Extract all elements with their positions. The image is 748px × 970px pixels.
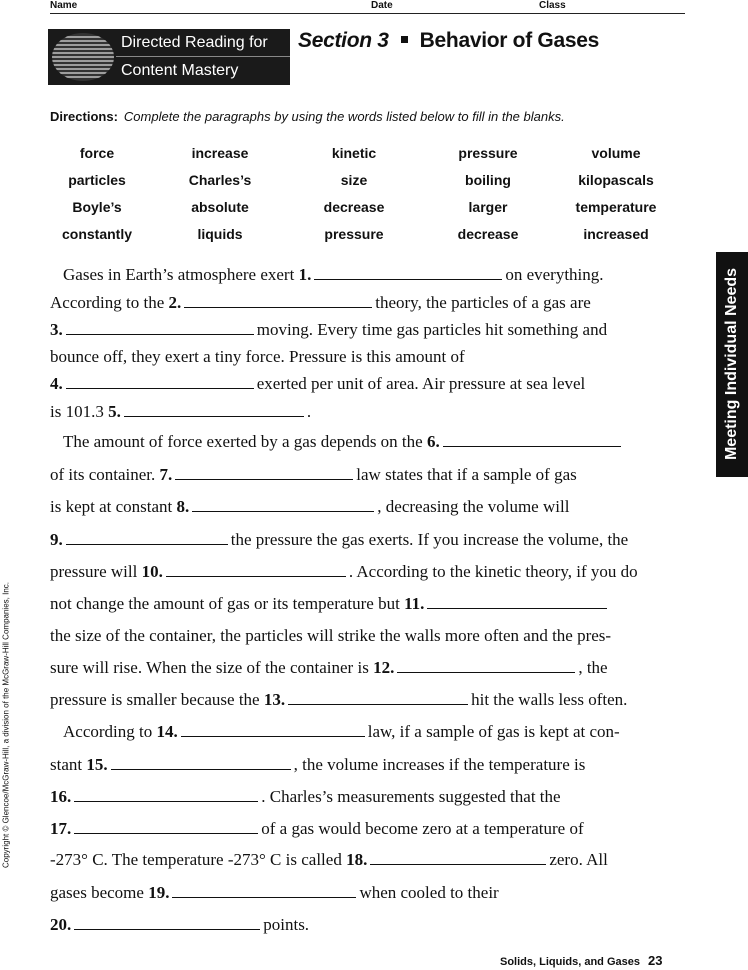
passage-line xyxy=(50,787,561,807)
passage-text: The amount of force exerted by a gas depends on the xyxy=(63,432,423,451)
word-bank-item: decrease xyxy=(457,226,519,242)
badge-line-2: Content Mastery xyxy=(121,62,239,79)
blank-number: 6. xyxy=(426,432,440,451)
passage-line xyxy=(50,819,584,839)
header-rule xyxy=(50,13,685,14)
page-title xyxy=(298,29,599,53)
page-number: 23 xyxy=(647,953,663,968)
passage-text: of its container. xyxy=(50,465,156,484)
blank-6[interactable] xyxy=(443,434,621,447)
blank-3[interactable] xyxy=(66,322,254,335)
passage-line xyxy=(50,293,591,313)
word-bank-item: constantly xyxy=(61,226,132,242)
name-label: Name xyxy=(50,0,78,11)
date-label: Date xyxy=(371,0,393,11)
passage-text: , the xyxy=(578,658,608,677)
blank-10[interactable] xyxy=(166,564,346,577)
passage-text: sure will rise. When the size of the container is xyxy=(50,658,369,677)
passage-text: bounce off, they exert a tiny force. Pressure is this amount of xyxy=(50,347,465,366)
blank-11[interactable] xyxy=(427,596,607,609)
passage-text: gases become xyxy=(50,883,144,902)
blank-number: 9. xyxy=(50,530,63,549)
blank-8[interactable] xyxy=(192,499,374,512)
passage-text: on everything. xyxy=(505,265,604,284)
copyright-notice: Copyright © Glencoe/McGraw-Hill, a division of the McGraw-Hill Companies, Inc. xyxy=(1,582,11,868)
passage-line xyxy=(50,658,608,678)
passage-line xyxy=(50,347,465,367)
blank-9[interactable] xyxy=(66,532,228,545)
blank-12[interactable] xyxy=(397,660,575,673)
passage-line xyxy=(50,690,627,710)
blank-number: 8. xyxy=(176,497,190,516)
blank-number: 16. xyxy=(50,787,72,806)
blank-5[interactable] xyxy=(124,404,304,417)
passage-text: points. xyxy=(263,915,310,934)
blank-number: 10. xyxy=(141,562,163,581)
passage-line xyxy=(50,850,608,870)
square-bullet-icon xyxy=(401,36,408,43)
passage-line xyxy=(63,722,620,742)
passage-text: the size of the container, the particles will strike the walls more often and the pres- xyxy=(50,626,612,645)
passage-text: , the volume increases if the temperature is xyxy=(293,755,586,774)
passage-text: -273° C. The temperature -273° C is called xyxy=(50,850,342,869)
word-bank-item: Charles’s xyxy=(188,172,252,188)
blank-4[interactable] xyxy=(66,376,254,389)
blank-number: 19. xyxy=(148,883,170,902)
passage-line xyxy=(50,402,311,422)
blank-number: 5. xyxy=(108,402,121,421)
blank-number: 7. xyxy=(159,465,173,484)
passage-text: pressure will xyxy=(50,562,138,581)
passage-text: is 101.3 xyxy=(50,402,104,421)
passage-text: hit the walls less often. xyxy=(471,690,628,709)
blank-number: 13. xyxy=(263,690,286,709)
word-bank-item: kinetic xyxy=(331,145,377,161)
blank-number: 17. xyxy=(50,819,72,838)
blank-2[interactable] xyxy=(184,295,372,308)
passage-line xyxy=(50,562,638,582)
blank-number: 3. xyxy=(50,320,63,339)
blank-number: 4. xyxy=(50,374,63,393)
passage-text: According to the xyxy=(50,293,165,312)
blank-number: 18. xyxy=(346,850,368,869)
passage-text: of a gas would become zero at a temperature of xyxy=(261,819,584,838)
word-bank-item: pressure xyxy=(324,226,384,242)
passage-text: is kept at constant xyxy=(50,497,173,516)
passage-line xyxy=(50,755,585,775)
blank-14[interactable] xyxy=(181,724,365,737)
section-number: Section 3 xyxy=(298,29,389,52)
striped-disc-icon xyxy=(50,31,116,83)
passage-line xyxy=(50,626,611,646)
blank-number: 1. xyxy=(298,265,312,284)
blank-number: 2. xyxy=(168,293,182,312)
blank-number: 20. xyxy=(50,915,72,934)
passage-line xyxy=(63,432,624,452)
passage-text: law, if a sample of gas is kept at con- xyxy=(367,722,620,741)
word-bank-item: force xyxy=(79,145,115,161)
word-bank-item: volume xyxy=(591,145,641,161)
passage-line xyxy=(63,265,604,285)
directions xyxy=(50,109,565,124)
passage-text: not change the amount of gas or its temperature but xyxy=(50,594,400,613)
passage-text: . Charles’s measurements suggested that the xyxy=(261,787,561,806)
word-bank-item: absolute xyxy=(191,199,249,215)
word-bank-item: larger xyxy=(468,199,508,215)
side-tab-label: Meeting Individual Needs xyxy=(723,267,740,461)
class-label: Class xyxy=(539,0,566,11)
passage-text: law states that if a sample of gas xyxy=(356,465,577,484)
badge-divider xyxy=(116,56,290,57)
blank-1[interactable] xyxy=(314,267,502,280)
page-footer xyxy=(500,953,662,968)
word-bank-item: Boyle’s xyxy=(72,199,122,215)
passage-line xyxy=(50,320,607,340)
word-bank-item: temperature xyxy=(575,199,657,215)
blank-number: 14. xyxy=(156,722,178,741)
passage-text: theory, the particles of a gas are xyxy=(375,293,591,312)
passage-text: . xyxy=(306,402,312,421)
passage-line xyxy=(50,530,628,550)
directions-label: Directions: xyxy=(50,109,118,124)
word-bank-item: increase xyxy=(191,145,249,161)
passage-line xyxy=(50,465,577,485)
blank-19[interactable] xyxy=(172,885,356,898)
passage-text: , decreasing the volume will xyxy=(377,497,570,516)
blank-7[interactable] xyxy=(175,467,353,480)
footer-book-title: Solids, Liquids, and Gases xyxy=(500,956,640,968)
passage-text: exerted per unit of area. Air pressure at sea level xyxy=(256,374,586,393)
word-bank-item: liquids xyxy=(197,226,243,242)
blank-number: 15. xyxy=(86,755,108,774)
word-bank-item: boiling xyxy=(465,172,511,188)
passage-text: when cooled to their xyxy=(359,883,499,902)
blank-15[interactable] xyxy=(111,757,291,770)
word-bank-item: size xyxy=(340,172,368,188)
blank-number: 11. xyxy=(404,594,425,613)
blank-20[interactable] xyxy=(74,917,260,930)
passage-text: pressure is smaller because the xyxy=(50,690,260,709)
word-bank-item: particles xyxy=(68,172,126,188)
word-bank-item: increased xyxy=(583,226,649,242)
blank-number: 12. xyxy=(373,658,395,677)
passage-text: . According to the kinetic theory, if you do xyxy=(348,562,638,581)
passage-text: moving. Every time gas particles hit something and xyxy=(256,320,608,339)
section-topic: Behavior of Gases xyxy=(419,29,599,52)
passage-line xyxy=(50,594,610,614)
passage-line xyxy=(50,915,309,935)
passage-text: stant xyxy=(50,755,83,774)
word-bank-item: kilopascals xyxy=(578,172,654,188)
passage-line xyxy=(50,883,499,903)
blank-17[interactable] xyxy=(74,821,258,834)
blank-13[interactable] xyxy=(288,692,468,705)
passage-text: zero. All xyxy=(549,850,608,869)
word-bank-item: decrease xyxy=(323,199,385,215)
badge-line-1: Directed Reading for xyxy=(121,34,268,51)
word-bank-item: pressure xyxy=(458,145,518,161)
blank-18[interactable] xyxy=(370,852,546,865)
passage-text: the pressure the gas exerts. If you increase the volume, the xyxy=(230,530,629,549)
passage-line xyxy=(50,497,569,517)
directions-text: Complete the paragraphs by using the words listed below to fill in the blanks. xyxy=(123,109,565,124)
passage-text: Gases in Earth’s atmosphere exert xyxy=(63,265,295,284)
passage-text: According to xyxy=(63,722,153,741)
passage-line xyxy=(50,374,585,394)
blank-16[interactable] xyxy=(74,789,258,802)
